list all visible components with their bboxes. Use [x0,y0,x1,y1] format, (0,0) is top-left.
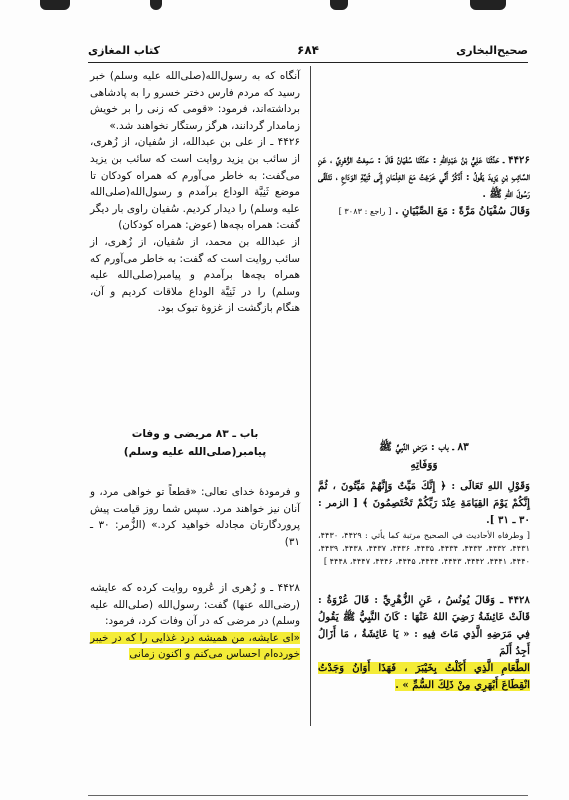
arabic-hadith-4428-block [318,592,530,694]
highlighted-translation: «ای عایشه، من همیشه درد غذایی را که در خیبر خورده‌ام احساس می‌کنم و اکنون زمانی [90,631,300,661]
arabic-hadith-4426-ref: [ راجع : ۳۰۸۳ ] [338,206,392,216]
arabic-ayah-block [318,478,530,568]
translation-ayah-block [90,484,300,550]
page-number: ۶۸۴ [297,43,319,57]
translation-hadith-4427: از عبدالله بن محمد، از سُفیان، از زُهری، از سائب روایت است که گفت: به خاطر می‌آورم که همراه بچه‌ها برآمدم و پیامبر(صلی‌الله علیه وسلم) را در ثَنِیَّة الوداع ملاقات کردیم و آن، هنگام بازگشت از غزوهٔ تبوک بود. [90,235,300,315]
arabic-cross-references: [ وطرفاه الأحاديث في الصحيح مرتبة كما يأتي : ۴۴۲۹، ۴۴۳۰، ۴۴۳۱، ۴۴۳۲، ۴۴۳۳، ۴۴۳۴، ۴۴۳۵، ۴۴۳۶، ۴۴۳۷، ۴۴۳۸، ۴۴۳۹، ۴۴۴۰، ۴۴۴۱، ۴۴۴۲، ۴۴۴۳، ۴۴۴۴، ۴۴۴۵، ۴۴۴۶، ۴۴۴۷، ۴۴۴۸ ] [318,530,530,566]
bab-heading-line-1: باب ـ ۸۳ مریضی و وفات [131,428,259,440]
translation-hadith-4428-block [90,580,300,663]
arabic-ayah: وَقَوْلِ اللهِ تَعَالَى : ﴿ إِنَّكَ مَيِّتٌ وَإِنَّهُمْ مَيِّتُونَ ، ثُمَّ إِنَّكُمْ يَوْمَ القِيَامَةِ عِنْدَ رَبِّكُمْ تَخْتَصِمُونَ ﴾ [ الزمر : ۳۰ ـ ۳۱ ]. [318,480,530,526]
translation-hadith-4426: ۴۴۲۶ ـ از علی بن عبدالله، از سُفیان، از زُهری، از سائب بن یزید روایت است که سائب بن یزید می‌گفت: به خاطر می‌آورم که همراه کودکان تا موضع ثَنِیَّة الوداع برآمدم و رسول‌الله(صلی‌الله علیه وسلم) را دیدار کردیم. سُفیان راوی بار دیگر گفت: همراه بچه‌ها (عوض: همراه کودکان) [90,136,300,232]
column-divider [310,66,311,726]
arabic-bab-heading [318,438,530,474]
arabic-hadith-4426-block [318,152,530,220]
arabic-hadith-4426-note: وَقَالَ سُفْيَانُ مَرَّةً : مَعَ الصِّبْيَانِ . [394,205,530,217]
arabic-bab-subtitle: وَوَفَاتِهِ [410,459,438,471]
bab-heading-line-2: پیامبر(صلی‌الله علیه وسلم) [123,446,267,458]
translation-ayah: و فرمودهٔ خدای تعالی: «قطعاً تو خواهی مرد، و آنان نیز خواهند مرد. سپس شما روز قیامت پیش پروردگارتان مجادله خواهید کرد.» [90,486,300,532]
scan-top-edge [0,0,569,18]
header-book-title: صحیح‌البخاری [456,44,528,57]
header-book-section: کتاب المغازی [88,44,160,57]
translation-column [90,68,300,317]
translation-ayah-ref: (الزُّمر: ۳۰ ـ ۳۱) [90,519,300,548]
arabic-bab-title: ۸۳ ـ باب : مَرَضِ النَّبِيِّ ﷺ [379,441,469,453]
arabic-hadith-4426: ۴۴۲۶ ـ حَدَّثَنَا عَلِيُّ بْنُ عَبْدِاللهِ : حَدَّثَنَا سُفْيَانُ قَالَ : سَمِعْتُ الزُّهْرِيَّ ، عَنِ السَّائِبِ بْنِ يَزِيدَ يَقُولُ : أَذْكُرُ أَنِّي خَرَجْتُ مَعَ الغِلْمَانِ إِلَى ثَنِيَّةِ الوَدَاعِ ، نَتَلَقَّى رَسُولَ اللهِ ﷺ . [318,154,530,200]
highlighted-arabic: الطَّعَامِ الَّذِي أَكَلْتُ بِخَيْبَرَ ، فَهَذَا أَوَانُ وَجَدْتُ انْقِطَاعَ أَبْهَرِي مِنْ ذَلِكَ السُّمِّ » . [318,662,530,691]
translation-paragraph-intro: آنگاه که به رسول‌الله(صلی‌الله علیه وسلم) خبر رسید که مردم فارس دختر خسرو را به پادشاهی برداشته‌اند، فرمود: «قومی که زنی را بر خویش زمامدار گردانند، هرگز رستگار نخواهند شد.» [90,70,300,132]
page-header [88,40,528,63]
arabic-hadith-4428: ۴۴۲۸ ـ وَقَالَ يُونُسُ ، عَنِ الزُّهْرِيِّ : قَالَ عُرْوَةُ : قَالَتْ عَائِشَةُ رَضِيَ اللهُ عَنْهَا : كَانَ النَّبِيُّ ﷺ يَقُولُ فِي مَرَضِهِ الَّذِي مَاتَ فِيهِ : « يَا عَائِشَةُ ، مَا أَزَالُ أَجِدُ أَلَمَ [318,594,530,657]
translation-hadith-4428: ۴۴۲۸ ـ و زُهری از عُروه روایت کرده که عایشه (رضی‌الله عنها) گفت: رسول‌الله (صلی‌الله علیه وسلم) در مرضی که در آن وفات کرد، فرمود: [90,582,300,628]
translation-bab-heading [90,425,300,461]
scan-bottom-edge [88,795,528,796]
